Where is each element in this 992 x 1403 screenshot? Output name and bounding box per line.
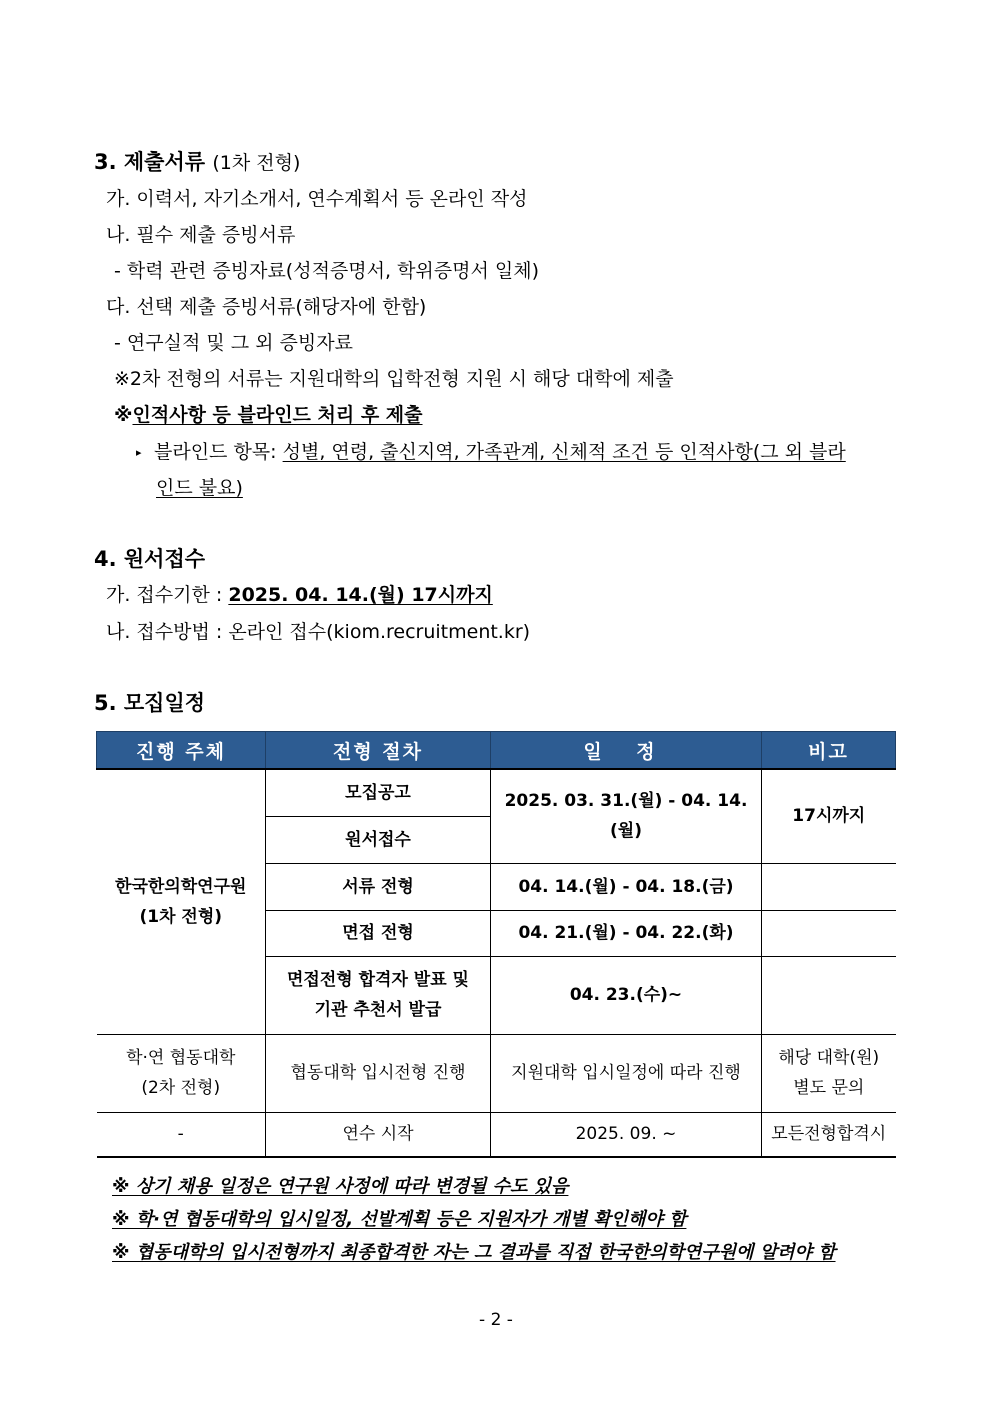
section-3-note-1: ※2차 전형의 서류는 지원대학의 입학전형 지원 시 해당 대학에 제출 bbox=[114, 368, 674, 390]
org-cell-dash: - bbox=[97, 1112, 266, 1157]
section-3-item-da: 다. 선택 제출 증빙서류(해당자에 한함) bbox=[106, 296, 427, 318]
org-stage: (1차 전형) bbox=[139, 906, 223, 927]
step-cell: 원서접수 bbox=[266, 816, 491, 863]
step-text-line-1: 면접전형 합격자 발표 및 bbox=[287, 970, 469, 990]
note-text-line-1: 해당 대학(원) bbox=[778, 1048, 880, 1068]
blind-items-line-1 bbox=[136, 438, 846, 467]
org-name: 한국한의학연구원 bbox=[115, 876, 247, 897]
section-3-heading: 3. 제출서류 bbox=[94, 150, 206, 174]
date-cell: 2025. 03. 31.(월) - 04. 14.(월) bbox=[491, 769, 762, 863]
section-3-item-da-sub: - 연구실적 및 그 외 증빙자료 bbox=[114, 332, 353, 354]
table-row bbox=[97, 1112, 896, 1157]
section-3-item-na: 나. 필수 제출 증빙서류 bbox=[106, 224, 296, 246]
header-note: 비고 bbox=[762, 732, 896, 770]
table-row bbox=[97, 769, 896, 816]
step-cell bbox=[266, 956, 491, 1034]
date-cell: 04. 14.(월) - 04. 18.(금) bbox=[491, 863, 762, 910]
section-3-note-2 bbox=[114, 401, 423, 429]
org-cell-university bbox=[97, 1034, 266, 1112]
header-org: 진행 주체 bbox=[97, 732, 266, 770]
step-cell: 협동대학 입시전형 진행 bbox=[266, 1034, 491, 1112]
date-cell: 지원대학 입시일정에 따라 진행 bbox=[491, 1034, 762, 1112]
note-cell-empty bbox=[762, 910, 896, 956]
deadline-label: 가. 접수기한 : bbox=[106, 584, 229, 606]
triangle-bullet-icon: ▸ bbox=[136, 446, 142, 459]
deadline-value: 2025. 04. 14.(월) 17시까지 bbox=[228, 584, 493, 606]
step-cell: 면접 전형 bbox=[266, 910, 491, 956]
section-3-item-ga: 가. 이력서, 자기소개서, 연수계획서 등 온라인 작성 bbox=[106, 188, 528, 210]
blind-items-line-2: 인드 불요) bbox=[156, 477, 243, 499]
section-3-title bbox=[94, 148, 300, 177]
step-cell: 모집공고 bbox=[266, 769, 491, 816]
note-text-line-2: 별도 문의 bbox=[793, 1078, 865, 1098]
step-cell: 서류 전형 bbox=[266, 863, 491, 910]
date-cell: 04. 23.(수)~ bbox=[491, 956, 762, 1034]
note-cell-empty bbox=[762, 863, 896, 910]
header-step: 전형 절차 bbox=[266, 732, 491, 770]
note-cell-empty bbox=[762, 956, 896, 1034]
table-header-row bbox=[97, 732, 896, 770]
note-cell: 모든전형합격시 bbox=[762, 1112, 896, 1157]
header-date: 일 정 bbox=[491, 732, 762, 770]
date-cell: 2025. 09. ~ bbox=[491, 1112, 762, 1157]
date-cell: 04. 21.(월) - 04. 22.(화) bbox=[491, 910, 762, 956]
footnote-1: ※ 상기 채용 일정은 연구원 사정에 따라 변경될 수도 있음 bbox=[112, 1176, 569, 1197]
section-3-subtitle: (1차 전형) bbox=[212, 152, 301, 174]
step-text-line-2: 기관 추천서 발급 bbox=[314, 1000, 442, 1020]
page-number: - 2 - bbox=[479, 1310, 513, 1330]
note-cell: 17시까지 bbox=[762, 769, 896, 863]
schedule-table bbox=[96, 731, 896, 1158]
section-4-title: 4. 원서접수 bbox=[94, 547, 206, 571]
section-5-title: 5. 모집일정 bbox=[94, 691, 206, 715]
org-stage: (2차 전형) bbox=[141, 1078, 221, 1098]
table-row bbox=[97, 1034, 896, 1112]
note-mark: ※ bbox=[114, 404, 133, 426]
org-name: 학·연 협동대학 bbox=[126, 1048, 236, 1068]
blind-items-text: 성별, 연령, 출신지역, 가족관계, 신체적 조건 등 인적사항(그 외 블라 bbox=[282, 441, 846, 463]
section-4-method: 나. 접수방법 : 온라인 접수(kiom.recruitment.kr) bbox=[106, 621, 531, 643]
footnote-3: ※ 협동대학의 입시전형까지 최종합격한 자는 그 결과를 직접 한국한의학연구원에 알려야 함 bbox=[112, 1242, 836, 1263]
section-3-note-2-text: 인적사항 등 블라인드 처리 후 제출 bbox=[132, 404, 423, 426]
section-4-deadline bbox=[106, 581, 493, 609]
note-cell bbox=[762, 1034, 896, 1112]
footnote-2: ※ 학·연 협동대학의 입시일정, 선발계획 등은 지원자가 개별 확인해야 함 bbox=[112, 1209, 687, 1230]
blind-items-label: 블라인드 항목: bbox=[154, 441, 283, 463]
step-cell: 연수 시작 bbox=[266, 1112, 491, 1157]
org-cell-kiom bbox=[97, 769, 266, 1034]
section-3-item-na-sub: - 학력 관련 증빙자료(성적증명서, 학위증명서 일체) bbox=[114, 260, 539, 282]
